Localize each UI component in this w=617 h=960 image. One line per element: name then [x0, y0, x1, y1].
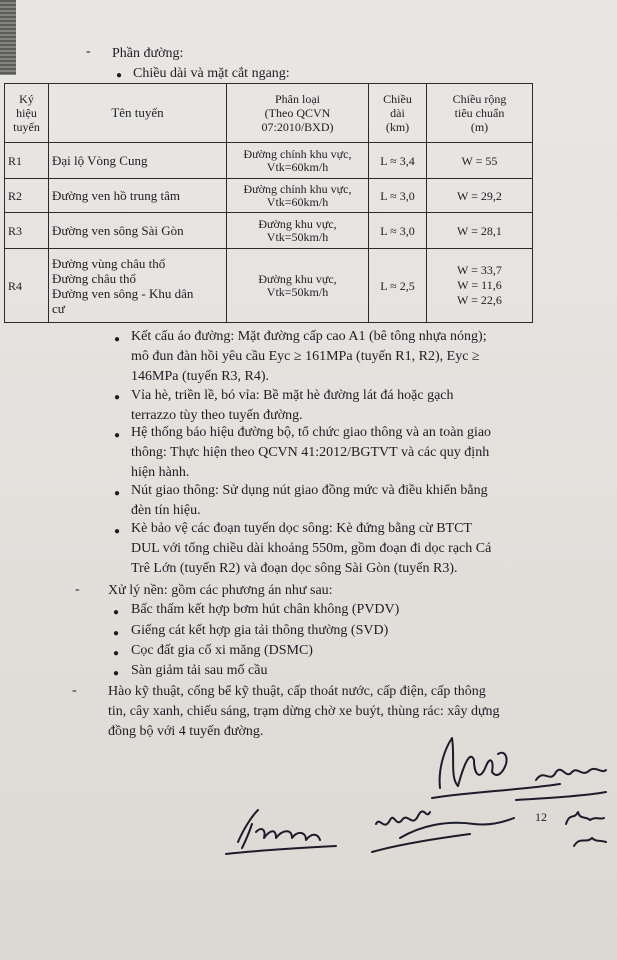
row-class: Đường khu vực, Vtk=50km/h — [227, 249, 369, 323]
bullet-marker: ● — [114, 488, 121, 499]
header-width: Chiều rộng tiêu chuẩn (m) — [427, 84, 533, 143]
paragraph-line: terrazzo tùy theo tuyến đường. — [131, 408, 303, 423]
row-width: W = 29,2 — [427, 179, 533, 213]
signature-right-underline-icon — [516, 792, 606, 800]
paragraph-line: 146MPa (tuyến R3, R4). — [131, 369, 270, 384]
row-name: Đại lộ Vòng Cung — [49, 143, 227, 179]
row-code: R3 — [5, 213, 49, 249]
bullet-marker: ● — [113, 648, 120, 659]
row-name: Đường vùng châu thổ Đường châu thổ Đường ven sông - Khu dân cư — [49, 249, 227, 323]
road-table — [4, 83, 533, 323]
bullet-marker: ● — [113, 628, 120, 639]
header-name: Tên tuyến — [49, 84, 227, 143]
table-row — [5, 143, 533, 179]
row-class: Đường khu vực, Vtk=50km/h — [227, 213, 369, 249]
paragraph-line: Nút giao thông: Sử dụng nút giao đồng mức và điều khiển bằng — [131, 483, 488, 498]
paragraph-line: đèn tín hiệu. — [131, 503, 201, 518]
soil-item: Sàn giảm tải sau mố cầu — [131, 663, 268, 678]
row-name: Đường ven sông Sài Gòn — [49, 213, 227, 249]
row-length: L ≈ 3,4 — [369, 143, 427, 179]
signature-text — [258, 820, 260, 838]
paragraph-line: Hệ thống báo hiệu đường bộ, tổ chức giao thông và an toàn giao — [131, 425, 492, 440]
paragraph-line: Trê Lớn (tuyến R2) và đoạn dọc sông Sài Gòn (tuyến R3). — [131, 561, 458, 576]
dash-marker: - — [75, 582, 80, 597]
section-heading: Phần đường: — [112, 46, 184, 61]
header-class: Phân loại (Theo QCVN 07:2010/BXD) — [227, 84, 369, 143]
paragraph-line: Kết cấu áo đường: Mặt đường cấp cao A1 (bê tông nhựa nóng); — [131, 329, 487, 344]
table-row — [5, 213, 533, 249]
signature-left-icon — [238, 810, 320, 848]
paragraph-line: đồng bộ với 4 tuyến đường. — [108, 724, 264, 739]
signature-small-icon — [566, 812, 604, 824]
bullet-marker: ● — [113, 607, 120, 618]
header-length: Chiều dài (km) — [369, 84, 427, 143]
row-code: R2 — [5, 179, 49, 213]
row-width: W = 33,7 W = 11,6 W = 22,6 — [427, 249, 533, 323]
bullet-marker: ● — [114, 526, 121, 537]
soil-item: Giếng cát kết hợp gia tải thông thường (SVD) — [131, 623, 389, 638]
row-width: W = 55 — [427, 143, 533, 179]
paragraph-line: Hào kỹ thuật, cống bể kỹ thuật, cấp thoát nước, cấp điện, cấp thông — [108, 684, 486, 699]
bullet-marker: ● — [114, 392, 121, 403]
paragraph-line: tin, cây xanh, chiếu sáng, trạm dừng chờ xe buýt, thùng rác: xây dựng — [108, 704, 500, 719]
row-code: R1 — [5, 143, 49, 179]
soil-title: Xử lý nền: gồm các phương án như sau: — [108, 583, 333, 598]
row-length: L ≈ 3,0 — [369, 179, 427, 213]
row-class: Đường chính khu vực, Vtk=60km/h — [227, 179, 369, 213]
paragraph-line: hiện hành. — [131, 465, 190, 480]
soil-item: Bấc thấm kết hợp bơm hút chân không (PVDV) — [131, 602, 400, 617]
bullet-marker: ● — [114, 334, 121, 345]
signature-underline-icon — [432, 784, 560, 798]
signature-small2-icon — [574, 838, 606, 846]
row-code: R4 — [5, 249, 49, 323]
signatures — [0, 720, 617, 880]
paragraph-line: Kè bảo vệ các đoạn tuyến dọc sông: Kè đứng bằng cừ BTCT — [131, 521, 472, 536]
signature-main-icon — [440, 738, 507, 788]
bullet-marker: ● — [116, 70, 123, 81]
table-row — [5, 249, 533, 323]
paragraph-line: thông: Thực hiện theo QCVN 41:2012/BGTVT và các quy định — [131, 445, 490, 460]
section-subheading: Chiều dài và mặt cắt ngang: — [133, 66, 290, 81]
header-code: Ký hiệu tuyến — [5, 84, 49, 143]
soil-item: Cọc đất gia cố xi măng (DSMC) — [131, 643, 313, 658]
bullet-marker: ● — [114, 430, 121, 441]
dash-marker: - — [86, 44, 91, 59]
scan-edge-shadow — [0, 0, 16, 75]
row-width: W = 28,1 — [427, 213, 533, 249]
table-header-row — [5, 84, 533, 143]
row-class: Đường chính khu vực, Vtk=60km/h — [227, 143, 369, 179]
paragraph-line: mô đun đàn hồi yêu cầu Eyc ≥ 161MPa (tuyến R1, R2), Eyc ≥ — [131, 349, 480, 364]
paragraph-line: DUL với tổng chiều dài khoảng 550m, gồm đoạn đi dọc rạch Cá — [131, 541, 492, 556]
row-length: L ≈ 2,5 — [369, 249, 427, 323]
dash-marker: - — [72, 683, 77, 698]
table-row — [5, 179, 533, 213]
signature-right-icon — [536, 769, 606, 780]
page-number: 12 — [535, 810, 547, 824]
row-name: Đường ven hồ trung tâm — [49, 179, 227, 213]
signature-middle-line-icon — [372, 834, 470, 852]
paragraph-line: Vỉa hè, triền lề, bó vỉa: Bề mặt hè đường lát đá hoặc gạch — [131, 388, 454, 403]
bullet-marker: ● — [113, 668, 120, 679]
signature-middle-icon — [376, 811, 430, 824]
row-length: L ≈ 3,0 — [369, 213, 427, 249]
